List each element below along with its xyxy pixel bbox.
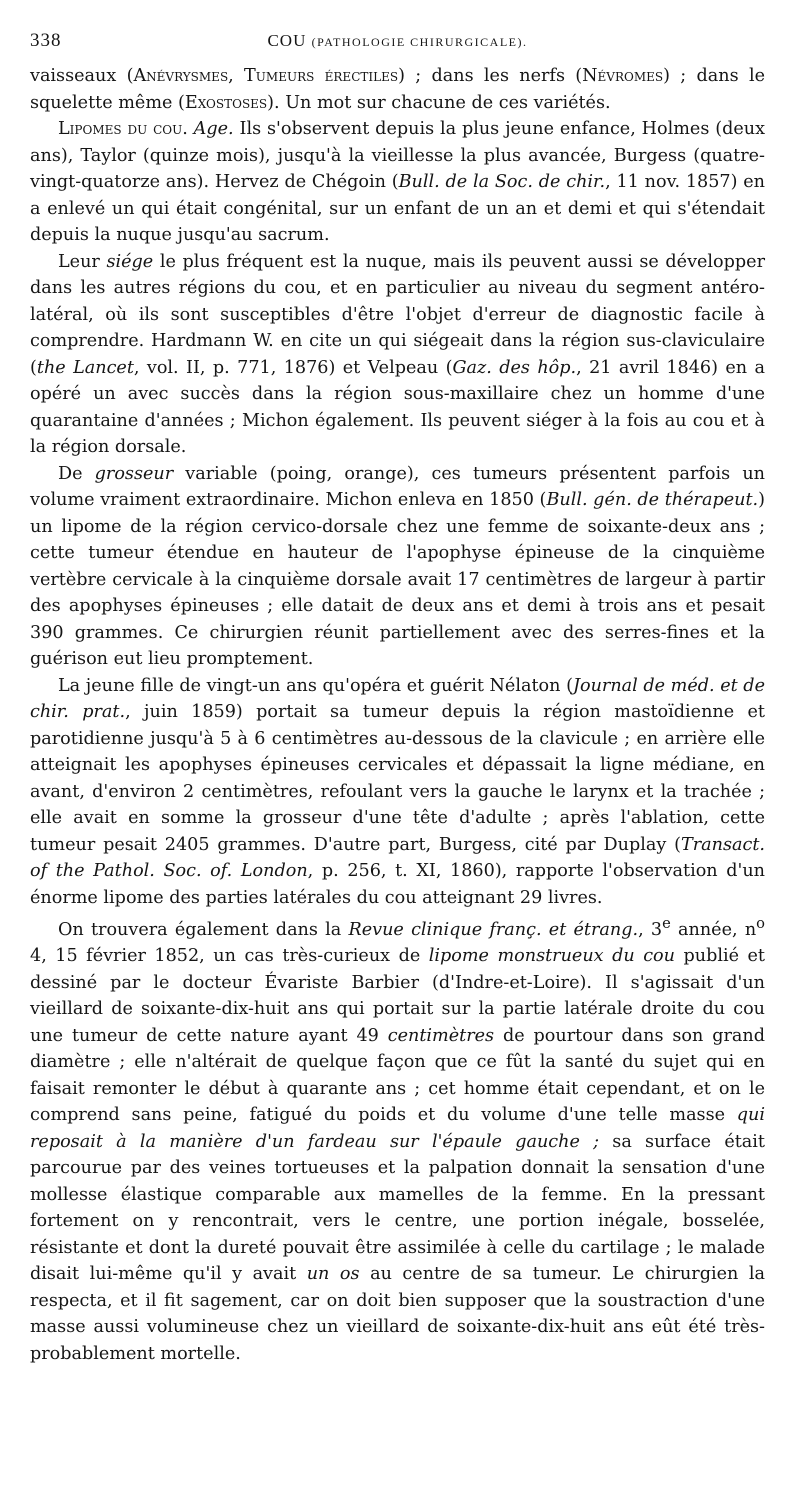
italic-run: the Lancet (36, 357, 134, 378)
text-run: vaisseaux ( (30, 66, 134, 86)
paragraph-barbier (30, 911, 765, 1367)
italic-run: Gaz. des hôp. (452, 357, 577, 378)
paragraph-grosseur (30, 461, 765, 673)
superscript: e (662, 915, 671, 932)
italic-run: grosseur (94, 463, 174, 484)
page-header (30, 28, 765, 58)
text-run: De (58, 463, 95, 484)
paragraph-nelaton (30, 673, 765, 912)
paragraph-lipomes-age (30, 116, 765, 249)
section-lead: Lipomes du cou. (58, 119, 188, 139)
small-caps-run: Névromes (582, 66, 664, 86)
italic-run: Transact. of the Pathol. Soc. of. London (30, 834, 765, 881)
paragraph-siege (30, 249, 765, 461)
italic-run: centimètres (387, 1025, 495, 1046)
text-run: , 21 avril 1846) en a opéré un avec succès dans la région sous-maxillaire chez un homme d'une quarantaine d'années ; Michon également. Ils peuvent siéger à la fois au cou et à la région dorsale. (30, 357, 765, 457)
text-run: au centre de sa tumeur. Le chirurgien la respecta, et il fit sagement, car on doit bien supposer que la soustraction d'une masse aussi volumineuse chez un vieillard de soixante-dix-huit ans eût été très-probablement mortelle. (30, 1264, 765, 1364)
page-number: 338 (30, 30, 62, 51)
italic-run: siége (106, 251, 154, 272)
text-run: On trouvera également dans la (58, 919, 349, 940)
text-run: publié et dessiné par le docteur Évariste Barbier (d'Indre-et-Loire). Il s'agissait d'un vieillard de soixante-dix-huit ans qui portait sur la partie latérale droite du cou une tumeur de cette nature ayant 49 (30, 946, 765, 1046)
text-run: La jeune fille de vingt-un ans qu'opéra et guérit Nélaton ( (58, 675, 573, 696)
text-run: ) ; dans le squelette même ( (30, 66, 765, 113)
text-run: , juin 1859) portait sa tumeur depuis la région mastoïdienne et parotidienne jusqu'à 5 à 6 centimètres au-dessous de la clavicule ; en arrière elle atteignait les apophyses épineuses cervicales et dépassait la ligne médiane, en avant, d'environ 2 centimètres, refoulant vers la gauche le larynx et la trachée ; elle avait en somme la grosseur d'une tête d'adulte ; après l'ablation, cette tumeur pesait 2405 grammes. D'autre part, Burgess, cité par Duplay ( (30, 702, 765, 855)
text-run: , p. 256, t. XI, 1860), rapporte l'observation d'un énorme lipome des parties latérales du cou atteignant 29 livres. (30, 861, 765, 908)
italic-run: Age. (193, 119, 234, 139)
text-run: sa surface était parcourue par des veines tortueuses et la palpation donnait la sensation d'une mollesse élastique comparable aux mamelles de la femme. En la pressant fortement on y rencontrait, vers le centre, une portion inégale, bosselée, résistante et dont la dureté pouvait être assimilée à celle du cartilage ; le malade disait lui-même qu'il y avait (30, 1131, 765, 1285)
italic-run: Journal de méd. et de chir. prat. (30, 675, 765, 722)
italic-run: Bull. gén. de thérapeut. (546, 490, 759, 510)
italic-run: qui reposait à la manière d'un fardeau sur l'épaule gauche ; (30, 1105, 765, 1152)
small-caps-run: Anévrysmes, Tumeurs érectiles (133, 66, 399, 86)
italic-run: un os (306, 1264, 360, 1285)
text-run: ) un lipome de la région cervico-dorsale chez une femme de soixante-deux ans ; cette tumeur étendue en hauteur de l'apophyse épineuse de la cinquième vertèbre cervicale à la cinquième dorsale avait 17 centimètres de largeur à partir des apophyses épineuses ; elle datait de deux ans et demi à trois ans et pesait 390 grammes. Ce chirurgien réunit partiellement avec des serres-fines et la guérison eut lieu promptement. (30, 490, 765, 669)
text-run: , 3 (638, 919, 663, 940)
small-caps-run: Exostoses (184, 92, 268, 113)
text-run: Leur (58, 251, 107, 272)
book-page (30, 28, 765, 1367)
paragraph-continuation (30, 63, 765, 116)
italic-run: lipome monstrueux du cou (428, 946, 675, 967)
running-title-sub: (PATHOLOGIE CHIRURGICALE). (311, 35, 528, 49)
text-run: ). Un mot sur chacune de ces variétés. (267, 92, 611, 113)
text-run: année, n (670, 919, 757, 940)
text-run: , vol. II, p. 771, 1876) et Velpeau ( (133, 357, 453, 378)
italic-run: Revue clinique franç. et étrang. (348, 919, 639, 940)
text-run: variable (poing, orange), ces tumeurs présentent parfois un volume vraiment extraordinaire. Michon enleva en 1850 ( (30, 463, 765, 510)
running-title (30, 28, 765, 56)
text-run: 4, 15 février 1852, un cas très-curieux de (30, 946, 429, 967)
text-run: Ils s'observent depuis la plus jeune enfance, Holmes (deux ans), Taylor (quinze mois), jusqu'à la vieillesse la plus avancée, Burgess (quatre-vingt-quatorze ans). Hervez de Chégoin ( (30, 119, 766, 192)
text-run: de pourtour dans son grand diamètre ; elle n'altérait de quelque façon que ce fût la santé du sujet qui en faisait remonter le début à quarante ans ; cet homme était cependant, et on le comprend sans peine, fatigué du poids et du volume d'une telle masse (30, 1025, 765, 1126)
text-run: , 11 nov. 1857) en a enlevé un qui était congénital, sur un enfant de un an et demi et qui s'étendait depuis la nuque jusqu'au sacrum. (30, 172, 765, 245)
running-title-main: COU (267, 31, 307, 50)
superscript: o (756, 915, 765, 932)
italic-run: Bull. de la Soc. de chir. (398, 172, 606, 192)
text-run: ) ; dans les nerfs ( (398, 66, 583, 86)
text-run: le plus fréquent est la nuque, mais ils peuvent aussi se développer dans les autres régions du cou, et en particulier au niveau du segment antéro-latéral, où ils sont susceptibles d'être l'objet d'erreur de diagnostic facile à comprendre. Hardmann W. en cite un qui siégeait dans la région sus-claviculaire ( (30, 251, 765, 378)
